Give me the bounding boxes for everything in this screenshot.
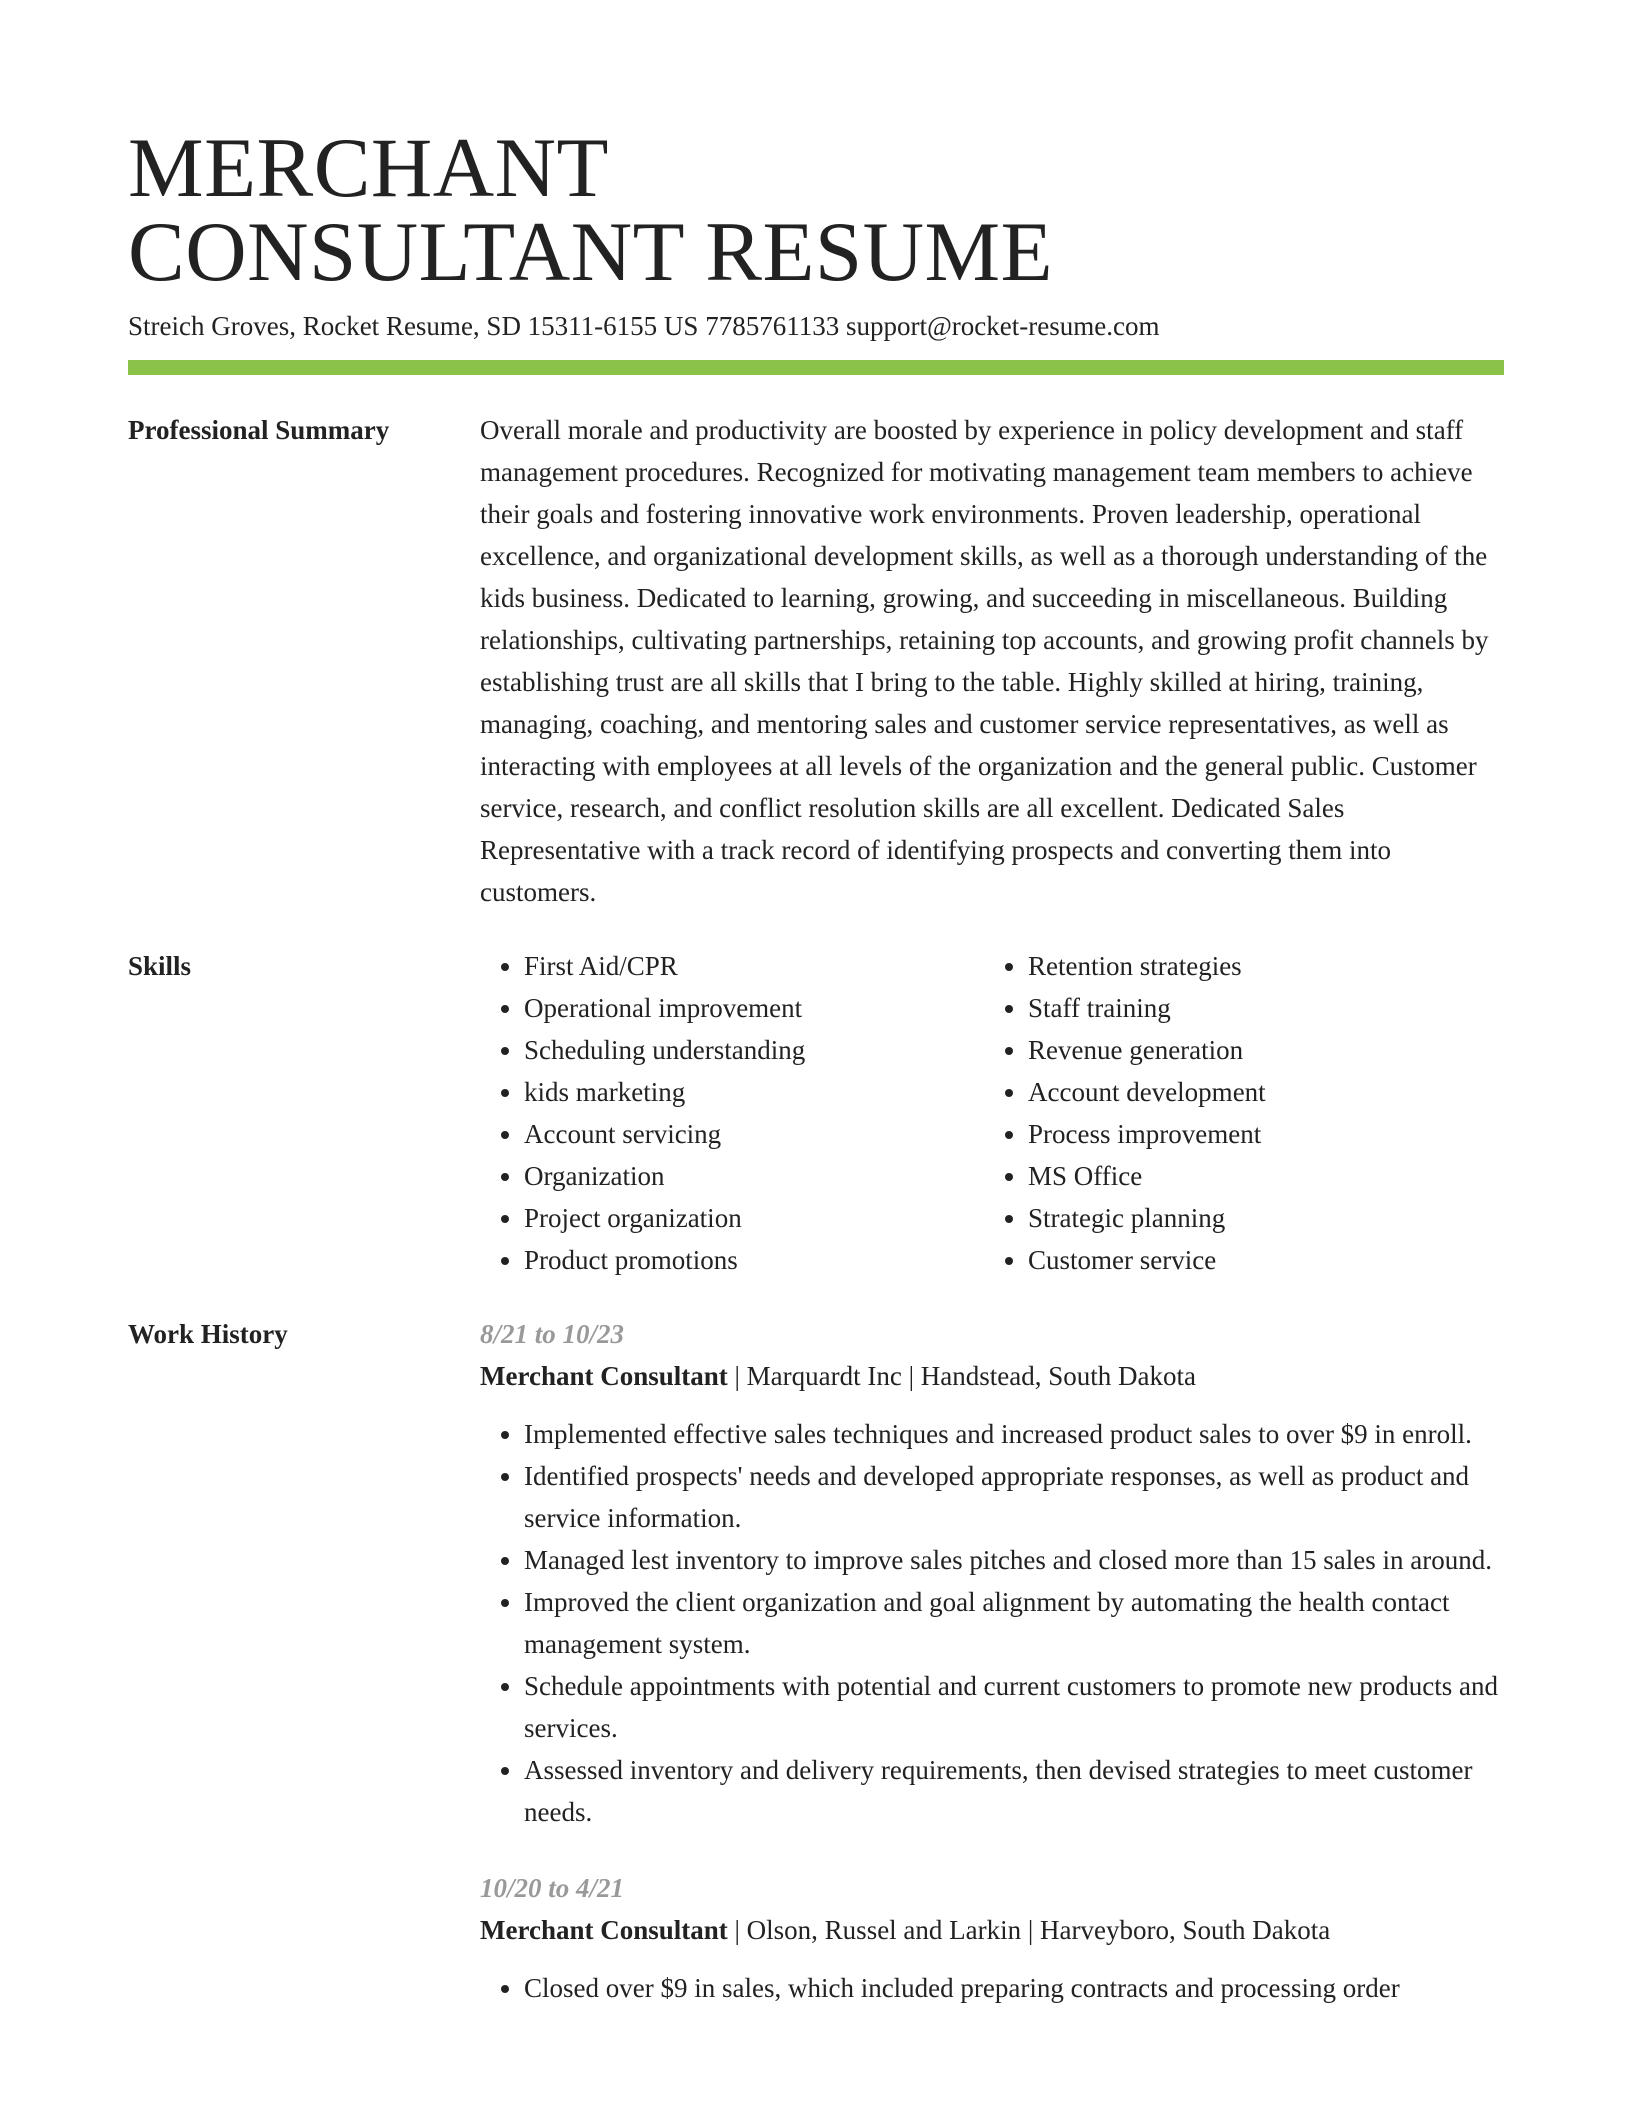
skill-item: • Scheduling understanding	[524, 1029, 984, 1071]
contact-info: Streich Groves, Rocket Resume, SD 15311-6155 US 7785761133 support@rocket-resume.com	[128, 311, 1160, 341]
summary-section	[128, 409, 1504, 913]
skill-item: • Account development	[1028, 1071, 1488, 1113]
skill-item: • Strategic planning	[1028, 1197, 1488, 1239]
skill-item: • Project organization	[524, 1197, 984, 1239]
job-dates: 8/21 to 10/23	[480, 1319, 625, 1349]
work-history-body	[480, 1313, 1504, 2043]
job-bullet: • Identified prospects' needs and developed appropriate responses, as well as product and service information.	[524, 1455, 1504, 1539]
skills-list-right	[984, 945, 1488, 1281]
skill-item: • First Aid/CPR	[524, 945, 984, 987]
job-title: Merchant Consultant	[480, 1361, 728, 1391]
summary-text: Overall morale and productivity are boosted by experience in policy development and staff management procedures. Recognized for motivating management team members to achieve their goals and fostering innovative work environments. Proven leadership, operational excellence, and organizational development skills, as well as a thorough understanding of the kids business. Dedicated to learning, growing, and succeeding in miscellaneous. Building relationships, cultivating partnerships, retaining top accounts, and growing profit channels by establishing trust are all skills that I bring to the table. Highly skilled at hiring, training, managing, coaching, and mentoring sales and customer service representatives, as well as interacting with employees at all levels of the organization and the general public. Customer service, research, and conflict resolution skills are all excellent. Dedicated Sales Representative with a track record of identifying prospects and converting them into customers.	[480, 415, 1489, 907]
job-bullet: • Schedule appointments with potential and current customers to promote new products and services.	[524, 1665, 1504, 1749]
skills-heading: Skills	[128, 951, 192, 981]
skill-item: • Product promotions	[524, 1239, 984, 1281]
job-bullet: • Assessed inventory and delivery requirements, then devised strategies to meet customer needs.	[524, 1749, 1504, 1833]
skill-item: • Retention strategies	[1028, 945, 1488, 987]
skill-item: • Staff training	[1028, 987, 1488, 1029]
job-entry	[480, 1867, 1504, 2009]
skills-list-left	[480, 945, 984, 1281]
job-title: Merchant Consultant	[480, 1915, 728, 1945]
job-title-line	[480, 1909, 1504, 1951]
work-history-section	[128, 1313, 1504, 2043]
skill-item: • Process improvement	[1028, 1113, 1488, 1155]
summary-heading: Professional Summary	[128, 415, 390, 445]
skill-item: • Account servicing	[524, 1113, 984, 1155]
page-title	[128, 121, 1504, 299]
job-bullet: • Closed over $9 in sales, which included preparing contracts and processing order	[524, 1967, 1504, 2009]
title-line-1: MERCHANT	[128, 121, 609, 215]
skill-item: • kids marketing	[524, 1071, 984, 1113]
job-title-line	[480, 1355, 1504, 1397]
job-dates: 10/20 to 4/21	[480, 1873, 625, 1903]
skill-item: • Customer service	[1028, 1239, 1488, 1281]
skill-item: • MS Office	[1028, 1155, 1488, 1197]
job-bullet: • Improved the client organization and goal alignment by automating the health contact management system.	[524, 1581, 1504, 1665]
skills-columns	[480, 945, 1504, 1281]
skill-item: • Revenue generation	[1028, 1029, 1488, 1071]
job-bullets	[480, 1967, 1504, 2009]
job-bullet: • Implemented effective sales techniques and increased product sales to over $9 in enroll.	[524, 1413, 1504, 1455]
job-details: | Olson, Russel and Larkin | Harveyboro, South Dakota	[727, 1915, 1331, 1945]
job-bullets	[480, 1413, 1504, 1833]
work-history-heading: Work History	[128, 1319, 288, 1349]
job-entry	[480, 1313, 1504, 1833]
job-details: | Marquardt Inc | Handstead, South Dakota	[727, 1361, 1196, 1391]
skills-section	[128, 945, 1504, 1281]
skill-item: • Operational improvement	[524, 987, 984, 1029]
resume-page	[128, 0, 1504, 2112]
accent-divider	[128, 360, 1504, 375]
skill-item: • Organization	[524, 1155, 984, 1197]
title-line-2: CONSULTANT RESUME	[128, 205, 1054, 299]
job-bullet: • Managed lest inventory to improve sales pitches and closed more than 15 sales in around.	[524, 1539, 1504, 1581]
